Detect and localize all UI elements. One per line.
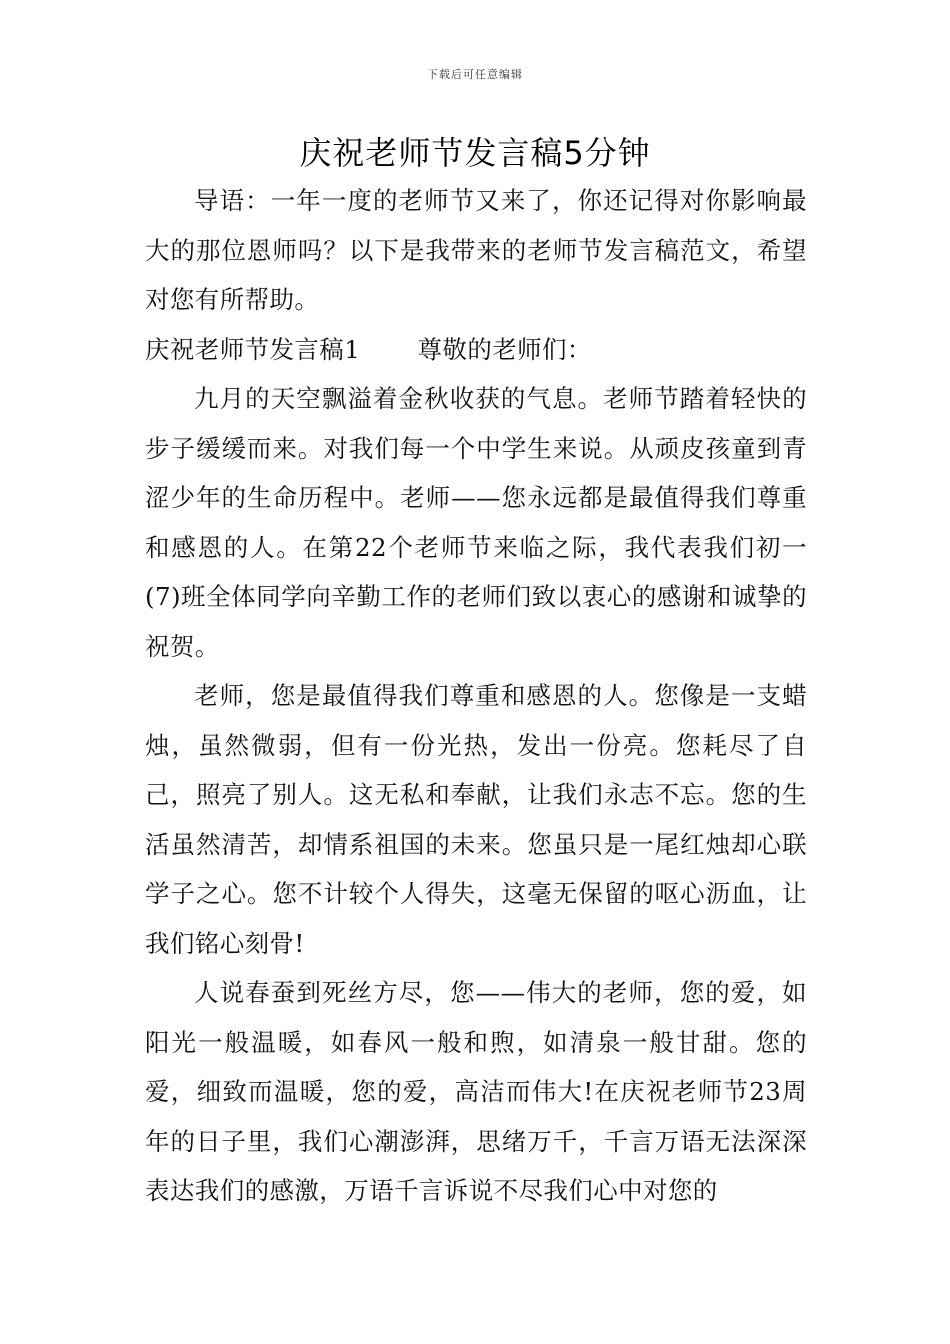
- header-note: 下载后可任意编辑: [427, 68, 523, 81]
- document-title: 庆祝老师节发言稿5分钟: [299, 134, 651, 172]
- salutation: 尊敬的老师们：: [417, 334, 592, 364]
- section-heading-line: [145, 325, 807, 375]
- body-paragraph-3: 人说春蚕到死丝方尽，您——伟大的老师，您的爱，如阳光一般温暖，如春风一般和煦，如清泉一般甘甜。您的爱，细致而温暖，您的爱，高洁而伟大!在庆祝老师节23周年的日子里，我们心潮澎湃，思绪万千，千言万语无法深深表达我们的感激，万语千言诉说不尽我们心中对您的: [145, 978, 807, 1205]
- section-heading: 庆祝老师节发言稿1: [145, 334, 361, 364]
- body-paragraph-2: 老师，您是最值得我们尊重和感恩的人。您像是一支蜡烛，虽然微弱，但有一份光热，发出一份亮。您耗尽了自己，照亮了别人。这无私和奉献，让我们永志不忘。您的生活虽然清苦，却情系祖国的未来。您虽只是一尾红烛却心联学子之心。您不计较个人得失，这毫无保留的呕心沥血，让我们铭心刻骨!: [145, 681, 807, 958]
- body-paragraph-1: 九月的天空飘溢着金秋收获的气息。老师节踏着轻快的步子缓缓而来。对我们每一个中学生来说。从顽皮孩童到青涩少年的生命历程中。老师——您永远都是最值得我们尊重和感恩的人。在第22个老师节来临之际，我代表我们初一(7)班全体同学向辛勤工作的老师们致以衷心的感谢和诚挚的祝贺。: [145, 384, 807, 661]
- document-body: [145, 176, 807, 1216]
- intro-paragraph: 导语：一年一度的老师节又来了，你还记得对你影响最大的那位恩师吗？以下是我带来的老师节发言稿范文，希望对您有所帮助。: [145, 186, 807, 314]
